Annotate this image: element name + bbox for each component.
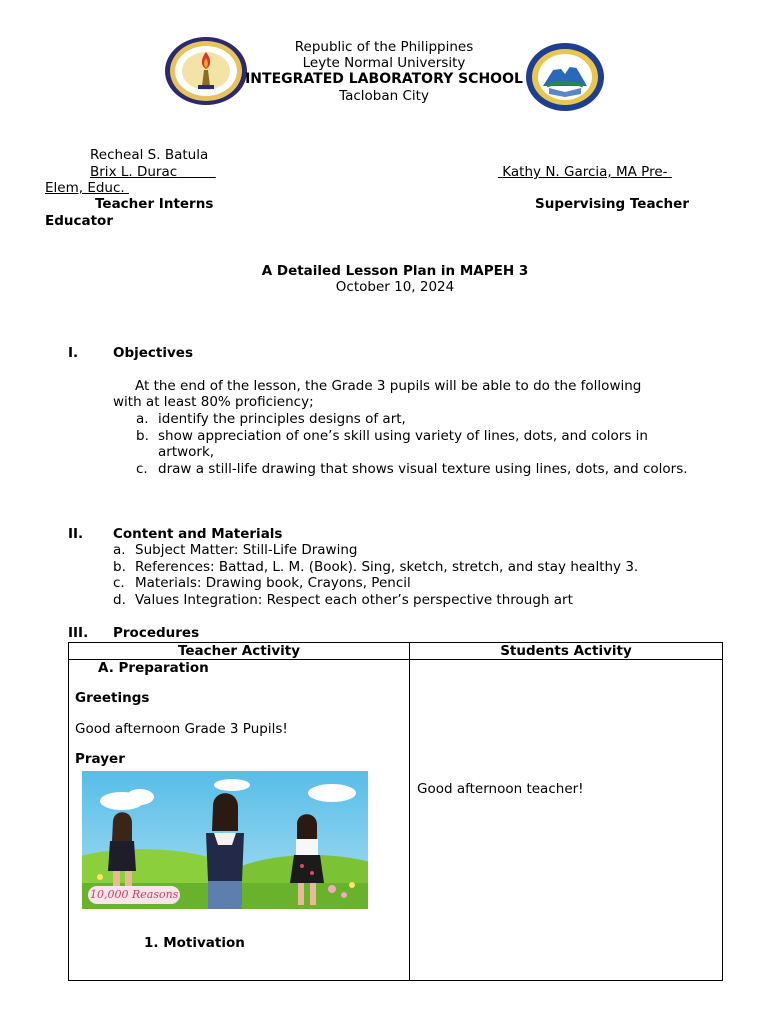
supervisor-credentials: Elem, Educ. (45, 180, 125, 196)
lesson-plan-title: A Detailed Lesson Plan in MAPEH 3 (261, 263, 529, 279)
objectives-heading: Objectives (113, 345, 193, 361)
header-school: INTEGRATED LABORATORY SCHOOL (245, 71, 523, 87)
procedures-heading: Procedures (113, 625, 200, 641)
content-list (113, 542, 713, 608)
teacher-greeting-text: Good afternoon Grade 3 Pupils! (75, 721, 288, 737)
content-numeral: II. (68, 526, 84, 542)
prayer-heading: Prayer (75, 751, 125, 767)
educator-label: Educator (45, 213, 113, 229)
lesson-plan-date: October 10, 2024 (335, 279, 455, 295)
objectives-intro-line-2: with at least 80% proficiency; (113, 394, 314, 410)
prayer-video-image (82, 771, 368, 909)
teacher-activity-cell (69, 660, 410, 981)
procedures-numeral: III. (68, 625, 89, 641)
students-activity-cell (410, 660, 723, 981)
students-reply-text: Good afternoon teacher! (417, 781, 584, 797)
objectives-intro-line-1: At the end of the lesson, the Grade 3 pupils will be able to do the following (135, 378, 642, 394)
students-activity-header: Students Activity (410, 643, 723, 660)
header-university: Leyte Normal University (302, 55, 466, 71)
greetings-heading: Greetings (75, 690, 150, 706)
teacher-activity-header: Teacher Activity (69, 643, 410, 660)
content-item: c. Materials: Drawing book, Crayons, Pencil (113, 575, 411, 591)
objective-item: c. draw a still-life drawing that shows visual texture using lines, dots, and colors. (136, 460, 688, 477)
header-republic: Republic of the Philippines (294, 39, 474, 55)
intern-name-1: Recheal S. Batula (90, 147, 209, 163)
content-item: b. References: Battad, L. M. (Book). Sing, sketch, stretch, and stay healthy 3. (113, 558, 639, 575)
motivation-heading: 1. Motivation (144, 935, 245, 951)
intern-name-2: Brix L. Durac (90, 164, 178, 180)
table-row (69, 660, 723, 981)
preparation-heading: A. Preparation (98, 660, 209, 676)
procedures-table (68, 642, 723, 981)
interns-role-label: Teacher Interns (95, 196, 214, 212)
content-item: a. Subject Matter: Still-Life Drawing (113, 542, 358, 558)
table-header-row (69, 643, 723, 660)
video-caption: 10,000 Reasons (90, 888, 179, 901)
supervisor-role-label: Supervising Teacher (535, 196, 689, 212)
content-item: d. Values Integration: Respect each other’s perspective through art (113, 591, 573, 608)
objective-item: a. identify the principles designs of art, (136, 411, 406, 427)
content-heading: Content and Materials (113, 526, 283, 542)
supervisor-name: Kathy N. Garcia, MA Pre- (502, 164, 668, 180)
objectives-list (136, 411, 711, 477)
objective-item: b. show appreciation of one’s skill using variety of lines, dots, and colors in artwork, (136, 427, 648, 460)
header-city: Tacloban City (339, 88, 429, 104)
objectives-numeral: I. (68, 345, 79, 361)
